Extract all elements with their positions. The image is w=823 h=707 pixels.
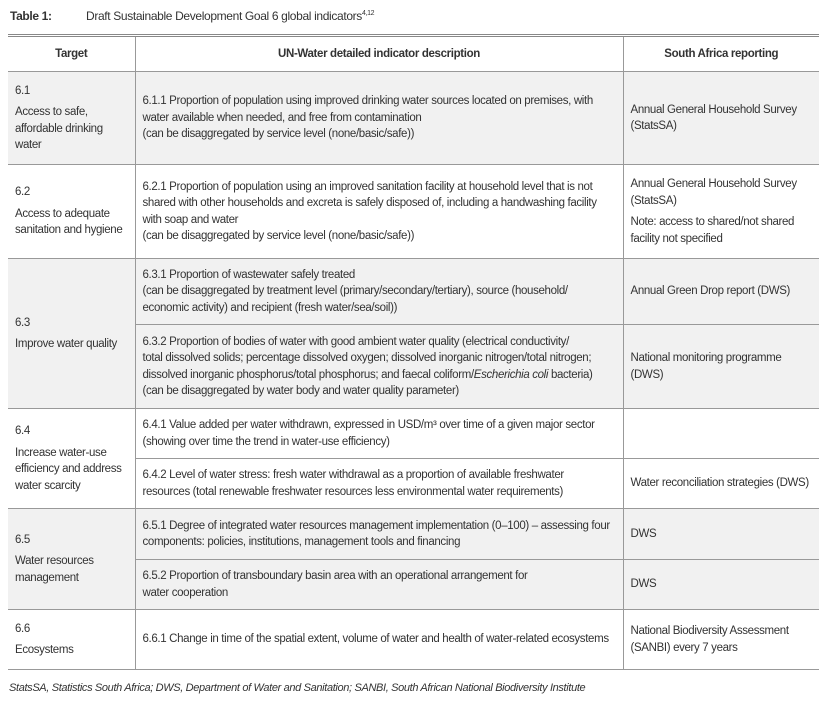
reporting-source: Annual General Household Survey (StatsSA) xyxy=(630,178,797,207)
table-footnote: StatsSA, Statistics South Africa; DWS, Department of Water and Sanitation; SANBI, South African National Biodiversity Institute xyxy=(9,682,586,694)
target-name: Water resources management xyxy=(15,555,94,584)
target-cell xyxy=(8,409,135,509)
header-description: UN-Water detailed indicator description xyxy=(135,36,623,72)
indicator-description: 6.4.2 Level of water stress: fresh water withdrawal as a proportion of available freshwater resources (total renewable freshwater resources less environmental water requirements) xyxy=(135,459,623,509)
indicator-description xyxy=(135,325,623,409)
header-reporting: South Africa reporting xyxy=(623,36,819,72)
indicator-description: 6.1.1 Proportion of population using improved drinking water sources located on premises, with water available when needed, and free from contamination (can be disaggregated by service level (none/basic/safe)) xyxy=(135,72,623,165)
indicator-description: 6.5.2 Proportion of transboundary basin area with an operational arrangement for water cooperation xyxy=(135,560,623,610)
target-number: 6.2 xyxy=(15,186,30,199)
target-cell xyxy=(8,259,135,409)
reporting-cell: Annual General Household Survey (StatsSA) xyxy=(623,72,819,165)
reporting-cell: DWS xyxy=(623,509,819,560)
target-number: 6.4 xyxy=(15,425,30,437)
table-row xyxy=(8,409,819,459)
indicator-description: 6.3.1 Proportion of wastewater safely treated (can be disaggregated by treatment level (primary/secondary/tertiary), source (household/ economic activity) and recipient (fresh water/sea/soil)) xyxy=(135,259,623,325)
target-cell xyxy=(8,165,135,259)
target-number: 6.3 xyxy=(15,316,30,329)
citation-superscript: 4,12 xyxy=(361,10,375,17)
target-number: 6.1 xyxy=(15,84,30,97)
target-name: Increase water-use efficiency and address water scarcity xyxy=(15,446,122,492)
target-number: 6.5 xyxy=(15,533,30,546)
indicator-description: 6.2.1 Proportion of population using an improved sanitation facility at household level that is not shared with other households and excreta is safely disposed of, including a handwashing facility with soap and water (can be disaggregated by service level (none/basic/safe)) xyxy=(135,165,623,259)
reporting-cell: National Biodiversity Assessment (SANBI) every 7 years xyxy=(623,610,819,670)
table-caption xyxy=(10,9,374,23)
table-title: Draft Sustainable Development Goal 6 global indicators xyxy=(86,9,362,23)
table-row xyxy=(8,72,819,165)
target-number: 6.6 xyxy=(15,622,30,635)
reporting-cell xyxy=(623,165,819,259)
target-name: Improve water quality xyxy=(15,338,117,350)
table-row xyxy=(8,509,819,560)
reporting-cell: National monitoring programme (DWS) xyxy=(623,325,819,409)
target-cell xyxy=(8,610,135,670)
reporting-cell xyxy=(623,409,819,459)
indicators-table xyxy=(8,34,819,670)
reporting-cell: Annual Green Drop report (DWS) xyxy=(623,259,819,325)
indicator-description: 6.4.1 Value added per water withdrawn, expressed in USD/m³ over time of a given major sector (showing over time the trend in water-use efficiency) xyxy=(135,409,623,459)
target-name: Access to safe, affordable drinking water xyxy=(15,106,103,151)
target-cell xyxy=(8,509,135,610)
description-text: 6.3.2 Proportion of bodies of water with good ambient water quality (electrical conductivity/ total dissolved solids; percentage dissolved oxygen; dissolved inorganic nitrogen/total nitrogen; dissolved inorganic phosphorus/total phosphorus; and faecal coliform/ xyxy=(142,335,592,381)
header-target: Target xyxy=(8,36,135,72)
description-text: bacteria) (can be disaggregated by water body and water quality parameter) xyxy=(142,368,593,397)
table-row xyxy=(8,165,819,259)
reporting-cell: Water reconciliation strategies (DWS) xyxy=(623,459,819,509)
indicator-description: 6.5.1 Degree of integrated water resources management implementation (0–100) – assessing four components: policies, institutions, management tools and financing xyxy=(135,509,623,560)
reporting-note: Note: access to shared/not shared facility not specified xyxy=(630,216,795,245)
target-cell xyxy=(8,72,135,165)
table-label: Table 1: xyxy=(10,9,52,23)
reporting-cell: DWS xyxy=(623,560,819,610)
target-name: Access to adequate sanitation and hygiene xyxy=(15,207,123,237)
table-row xyxy=(8,610,819,670)
table-row xyxy=(8,259,819,325)
target-name: Ecosystems xyxy=(15,644,74,656)
species-name: Escherichia coli xyxy=(473,368,549,381)
table-header-row xyxy=(8,36,819,72)
indicator-description: 6.6.1 Change in time of the spatial extent, volume of water and health of water-related ecosystems xyxy=(135,610,623,670)
